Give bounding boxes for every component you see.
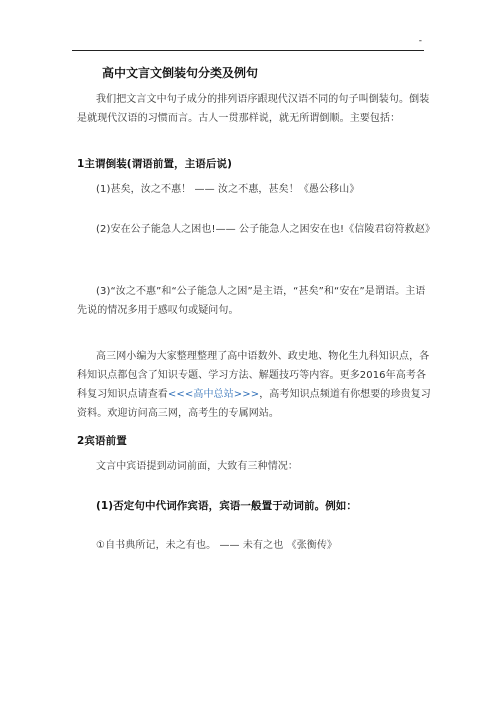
section2-sub1: (1)否定句中代词作宾语，宾语一般置于动词前。例如： — [96, 500, 358, 512]
section2-heading: 2宾语前置 — [77, 435, 127, 447]
promo-link[interactable]: <<<高中总站>>> — [167, 389, 260, 400]
promo-text-after: ，高考知识点频道有你想要的珍贵复习资料。欢迎访问高三网，高考生的专属网站。 — [77, 389, 431, 419]
section1-example-1: (1)甚矣，汝之不惠！ —— 汝之不惠，甚矣！《愚公移山》 — [96, 184, 360, 195]
intro-paragraph: 我们把文言文中句子成分的排列语序跟现代汉语不同的句子叫倒装句。倒装是就现代汉语的习惯而言。古人一贯那样说，就无所谓倒顺。主要包括： — [77, 94, 430, 124]
promo-text-before: 高三网小编为大家整理整理了高中语数外、政史地、物化生九科知识点，各科知识点都包含了知识专题、学习方法、解题技巧等内容。更多2016年高考各科复习知识点请查看 — [77, 351, 430, 400]
header-rule — [72, 50, 424, 51]
section2-intro: 文言中宾语提到动词前面，大致有三种情况： — [96, 461, 298, 472]
promo-paragraph — [77, 347, 432, 423]
header-mark: - — [418, 36, 422, 46]
document-title: 高中文言文倒装句分类及例句 — [102, 66, 259, 80]
section2-example-1: ①自书典所记，未之有也。 —— 未有之也 《张衡传》 — [96, 540, 338, 551]
section1-note: (3)“汝之不惠”和“公子能急人之困”是主语，“甚矣”和“安在”是谓语。主语先说的情况多用于感叹句或疑问句。 — [77, 286, 426, 316]
section1-example-2: (2)安在公子能急人之困也!—— 公子能急人之困安在也!《信陵君窃符救赵》 — [96, 224, 436, 235]
section1-heading: 1主谓倒装(谓语前置，主语后说) — [77, 158, 233, 170]
